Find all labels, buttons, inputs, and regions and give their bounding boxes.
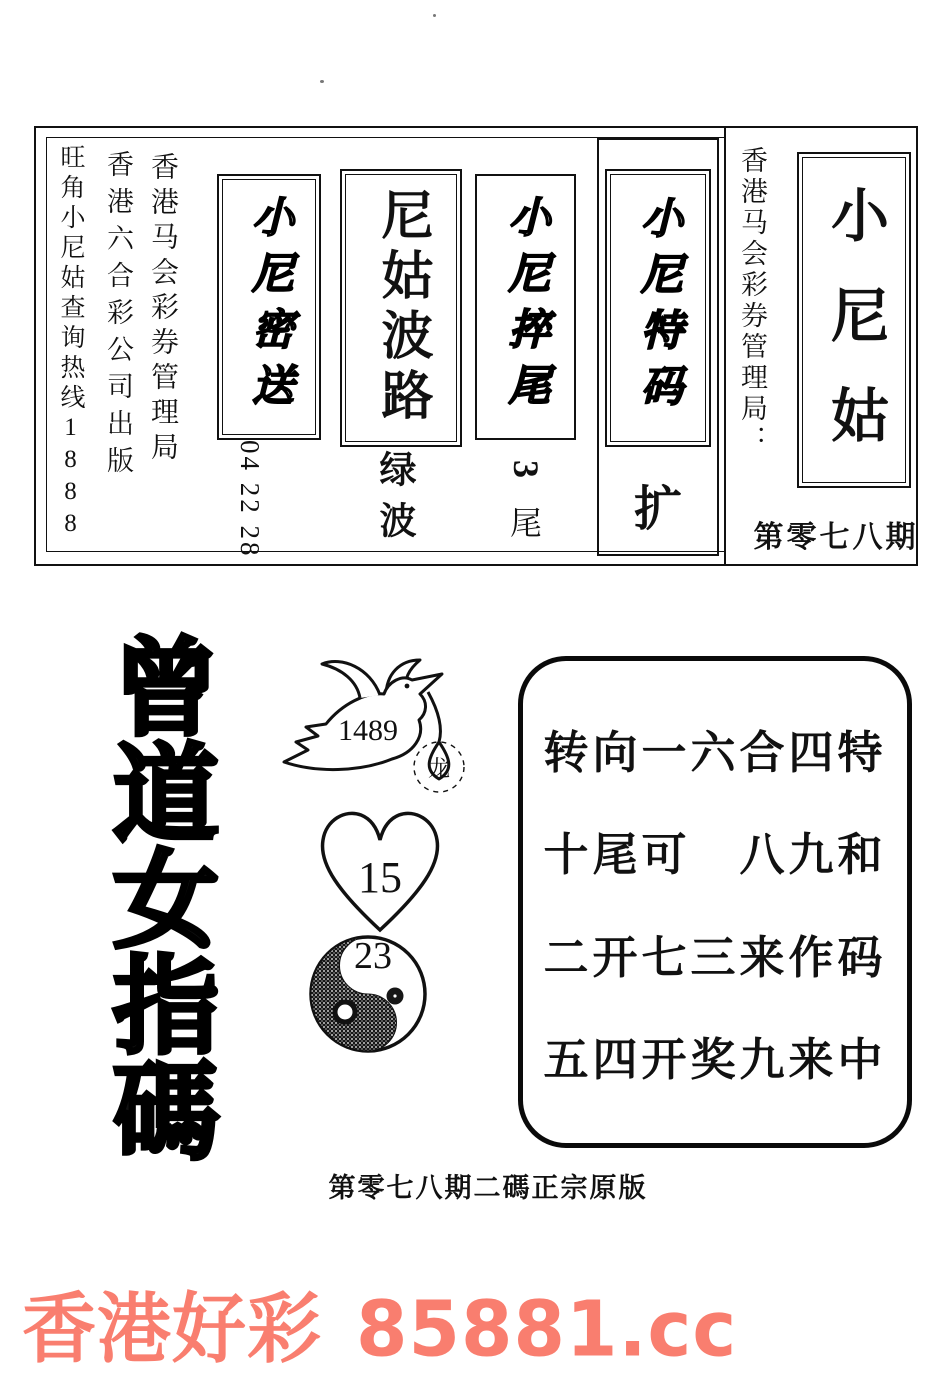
tip-box-misong-inner-border <box>222 179 316 435</box>
masthead-title: 小尼姑 <box>822 185 887 485</box>
dove-string <box>428 692 440 742</box>
pendant-label: 龙 <box>427 756 451 781</box>
tip-box-misong-numbers: 04 22 28 <box>235 440 265 559</box>
brand-title: 曾道女指碼 <box>96 631 219 1162</box>
issue-label: 第零七八期 <box>753 521 919 554</box>
tip-box-bolu-inner-border <box>345 174 457 442</box>
taiji-white-dot <box>335 1002 355 1022</box>
hotline-column: 旺角小尼姑查询热线1888 <box>57 144 84 542</box>
tip-box-bolu <box>340 169 462 447</box>
scan-noise-dot <box>433 14 436 17</box>
tip-box-bolu-value: 绿波 <box>373 450 414 552</box>
heart-number: 15 <box>358 853 402 902</box>
dove-eye <box>405 684 410 689</box>
tip-box-zuowei-number: 3 <box>506 460 546 478</box>
tip-box-zuowei-title: 小尼捽尾 <box>502 195 549 419</box>
tip-box-zuowei <box>475 174 576 440</box>
footer-brand-cn: 香港好彩 <box>22 1284 322 1375</box>
verse-line-4: 五四开奖九来中 <box>543 1034 887 1085</box>
footer-brand <box>22 1284 922 1375</box>
masthead-panel <box>34 126 918 566</box>
dove-near-wing <box>322 662 380 698</box>
dove-number: 1489 <box>338 714 398 747</box>
heart-icon <box>305 792 455 942</box>
footer-brand-url: 85881.cc <box>356 1284 738 1375</box>
verse-line-2: 十尾可 八九和 <box>543 830 887 881</box>
tip-box-bolu-title: 尼姑波路 <box>373 188 430 428</box>
taiji-number: 23 <box>354 935 392 977</box>
masthead-title-box <box>797 152 911 488</box>
tip-box-misong <box>217 174 321 440</box>
tip-box-tema-inner-border <box>610 174 706 442</box>
caption: 第零七八期二碼正宗原版 <box>328 1173 648 1203</box>
taiji-icon <box>303 930 435 1060</box>
authority-column: 香港马会彩券管理局 <box>147 152 178 467</box>
section-divider <box>724 128 726 564</box>
verse-line-3: 二开七三来作码 <box>543 932 887 983</box>
tip-box-tema-title: 小尼特码 <box>635 196 681 420</box>
authority-label-right: 香港马会彩券管理局： <box>737 146 767 456</box>
taiji-dark-dot-speck <box>393 994 396 997</box>
masthead-title-inner-border <box>802 157 906 483</box>
tip-box-zuowei-value <box>504 448 548 568</box>
tip-box-tema <box>605 169 711 447</box>
tip-box-tema-value: 扩 <box>633 483 682 536</box>
tip-box-zuowei-suffix: 尾 <box>509 505 542 541</box>
tip-box-tema-outer <box>597 138 719 556</box>
tip-box-misong-title: 小尼密送 <box>246 195 292 419</box>
scan-noise-dot <box>320 80 324 83</box>
publisher-column: 香港六合彩公司出版 <box>103 150 133 483</box>
verse-box <box>518 656 912 1148</box>
verse-line-1: 转向一六合四特 <box>543 728 887 779</box>
